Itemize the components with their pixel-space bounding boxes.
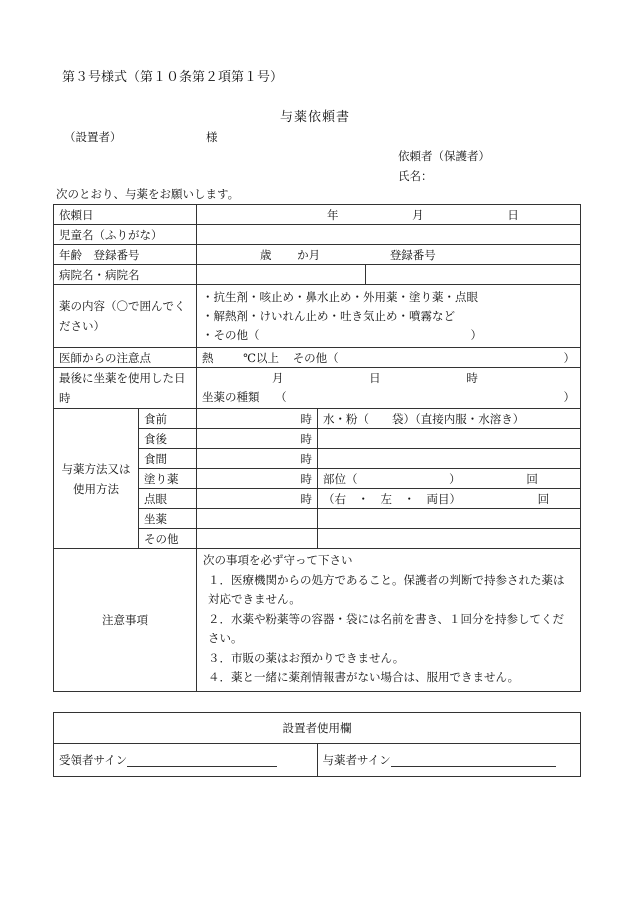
row-child-name <box>54 225 581 245</box>
installer-use-title: 設置者使用欄 <box>54 713 580 744</box>
last-use-month: 月 <box>272 371 284 385</box>
document-title: 与薬依頼書 <box>279 110 350 125</box>
method-detail[interactable] <box>318 529 581 549</box>
requester-name-label: 氏名： <box>398 169 433 183</box>
giver-sign-label: 与薬者サイン <box>322 753 391 767</box>
method-time[interactable]: 時 <box>197 429 318 449</box>
note-item: ３．市販の薬はお預かりできません。 <box>208 650 405 665</box>
times-label: 回 <box>537 491 550 506</box>
installer-use-box <box>53 712 581 777</box>
suppository-kind-open: （ <box>275 390 287 404</box>
suppository-kind-label: 坐薬の種類 <box>202 390 260 404</box>
method-name: 点眼 <box>139 489 197 509</box>
last-use-field[interactable] <box>197 368 581 409</box>
request-date-label: 依頼日 <box>54 205 197 225</box>
row-age <box>54 245 581 265</box>
method-time[interactable]: 時 <box>197 489 318 509</box>
times-label: 回 <box>526 471 538 486</box>
giver-sign-line[interactable] <box>391 754 556 767</box>
method-name: その他 <box>139 529 197 549</box>
request-form-table <box>53 204 581 692</box>
requester-label: 依頼者（保護者） <box>398 149 490 163</box>
row-hospital <box>54 265 581 285</box>
method-name: 食前 <box>139 409 197 429</box>
years-label: 歳 <box>260 247 272 262</box>
notes-content <box>197 549 581 692</box>
method-label: 与薬方法又は使用方法 <box>54 409 139 549</box>
notes-label: 注意事項 <box>54 549 197 692</box>
method-name: 食後 <box>139 429 197 449</box>
medicine-options[interactable] <box>197 285 581 348</box>
year-label: 年 <box>327 207 339 222</box>
method-name: 塗り薬 <box>139 469 197 489</box>
site-open: 部位（ <box>323 471 358 486</box>
other-close-label: ） <box>563 350 576 365</box>
row-doctor-note <box>54 348 581 368</box>
row-last-use <box>54 368 581 409</box>
sama-label: 様 <box>206 130 218 144</box>
receiver-sign-line[interactable] <box>127 754 277 767</box>
method-detail[interactable]: 水・粉（ 袋）（直接内服・水溶き） <box>318 409 581 429</box>
giver-sign-cell <box>317 744 581 776</box>
method-row <box>54 409 581 429</box>
method-time[interactable]: 時 <box>197 469 318 489</box>
notes-intro: 次の事項を必ず守って下さい <box>203 553 353 567</box>
method-name: 食間 <box>139 449 197 469</box>
suppository-kind-close: ） <box>563 390 576 404</box>
months-label: か月 <box>297 247 321 262</box>
medicine-line-1: ・抗生剤・咳止め・鼻水止め・外用薬・塗り薬・点眼 <box>202 289 478 304</box>
note-item: １．医療機関からの処方であること。保護者の判断で持参された薬は対応できません。 <box>208 572 565 606</box>
site-close: ） <box>449 471 461 486</box>
hospital-label: 病院名・病院名 <box>54 265 197 285</box>
child-name-label: 児童名（ふりがな） <box>54 225 197 245</box>
row-notes <box>54 549 581 692</box>
intro-text: 次のとおり、与薬をお願いします。 <box>56 187 240 201</box>
row-request-date <box>54 205 581 225</box>
other-open-label: その他（ <box>292 350 339 365</box>
last-use-label: 最後に坐薬を使用した日時 <box>54 368 197 409</box>
fever-label: 熱 <box>202 350 214 365</box>
above-degrees-label: ℃以上 <box>243 350 280 365</box>
method-time[interactable]: 時 <box>197 409 318 429</box>
request-date-field[interactable] <box>197 205 581 225</box>
method-detail[interactable] <box>318 469 581 489</box>
last-use-day: 日 <box>369 371 381 385</box>
receiver-sign-label: 受領者サイン <box>59 753 128 767</box>
method-time[interactable] <box>197 529 318 549</box>
age-field[interactable] <box>197 245 581 265</box>
child-name-field[interactable] <box>197 225 581 245</box>
method-name: 坐薬 <box>139 509 197 529</box>
medicine-other-open: ・その他（ <box>202 327 260 342</box>
method-time[interactable] <box>197 509 318 529</box>
medicine-other-close: ） <box>470 327 482 342</box>
installer-label: （設置者） <box>64 130 122 144</box>
eye-side-options: （右 ・ 左 ・ 両目） <box>323 491 461 506</box>
age-label: 年齢 登録番号 <box>54 245 197 265</box>
method-detail[interactable] <box>318 489 581 509</box>
hospital-field-2[interactable] <box>366 265 581 285</box>
receiver-sign-cell <box>54 744 317 776</box>
method-detail[interactable] <box>318 429 581 449</box>
month-label: 月 <box>412 207 424 222</box>
medicine-label: 薬の内容（〇で囲んでください） <box>54 285 197 348</box>
form-number: 第３号様式（第１０条第２項第１号） <box>62 70 284 85</box>
day-label: 日 <box>507 207 519 222</box>
note-item: ２．水薬や粉薬等の容器・袋には名前を書き、１回分を持参してください。 <box>208 611 565 645</box>
registration-number-label: 登録番号 <box>389 247 436 262</box>
medicine-line-2: ・解熱剤・けいれん止め・吐き気止め・噴霧など <box>202 308 455 323</box>
hospital-field[interactable] <box>197 265 366 285</box>
doctor-note-field[interactable] <box>197 348 581 368</box>
method-detail[interactable] <box>318 509 581 529</box>
method-time[interactable]: 時 <box>197 449 318 469</box>
note-item: ４．薬と一緒に薬剤情報書がない場合は、服用できません。 <box>208 670 520 684</box>
doctor-note-label: 医師からの注意点 <box>54 348 197 368</box>
row-medicine <box>54 285 581 348</box>
last-use-hour: 時 <box>466 371 478 385</box>
method-detail[interactable] <box>318 449 581 469</box>
medicine-line-3 <box>202 326 482 345</box>
